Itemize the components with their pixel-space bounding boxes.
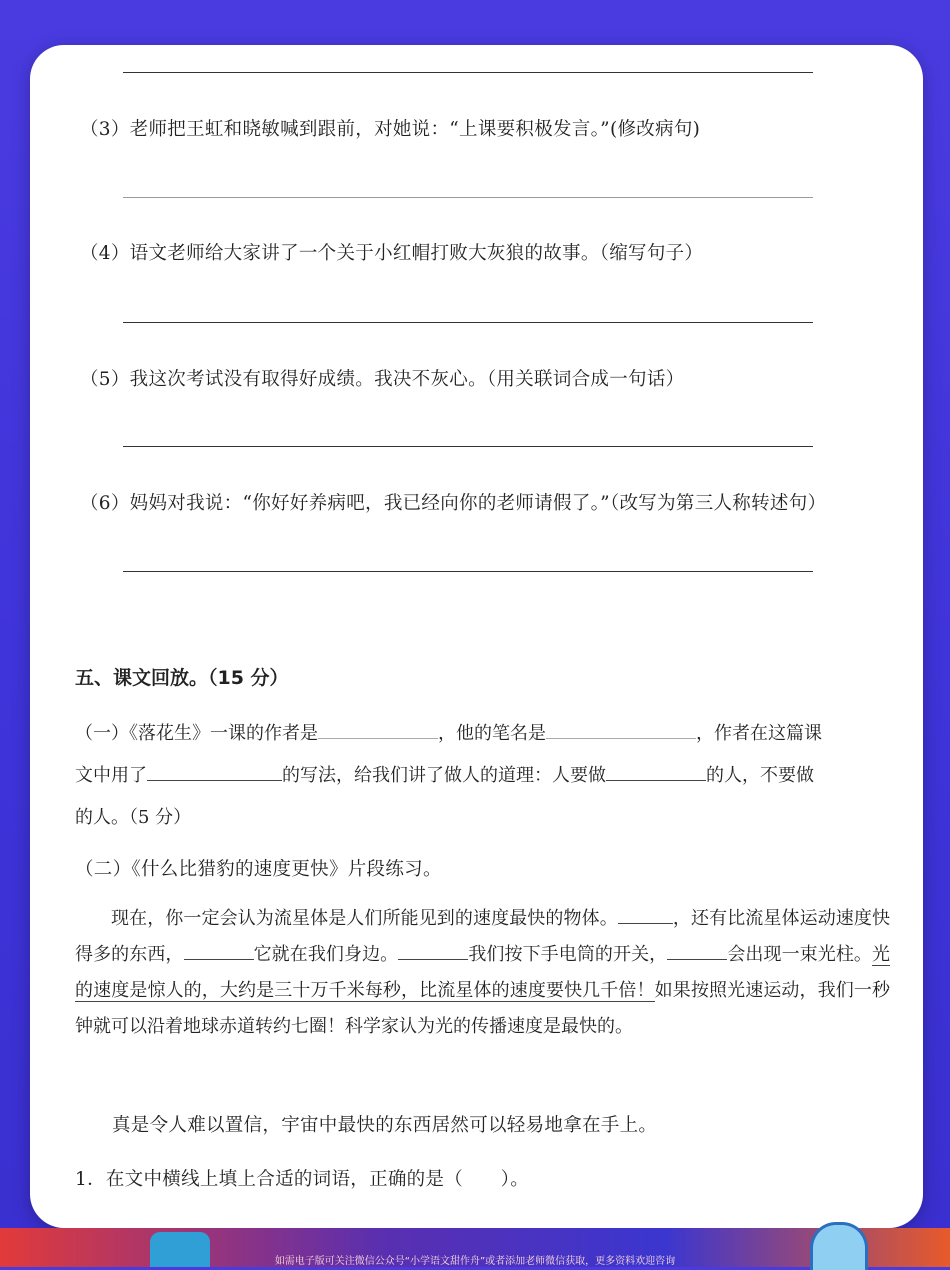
- question-6: （6）妈妈对我说：“你好好养病吧，我已经向你的老师请假了。”（改写为第三人称转述句）: [80, 493, 827, 514]
- question-3: （3）老师把王虹和晓敏喊到跟前，对她说：“上课要积极发言。”(修改病句): [80, 119, 701, 140]
- blank-pen-name[interactable]: [546, 720, 696, 739]
- passage-paragraph-1: 现在，你一定会认为流星体是人们所能见到的速度最快的物体。 ，还有比流星体运动速度快得多的东西， 它就在我们身边。 我们按下手电筒的开关， 会出现一束光柱。光的速度是惊人的，大约是三十万千米每秒，比流星体的速度要快几千倍！如果按照光速运动，我们一秒钟就可以沿着地球赤道转约七圈！科学家认为光的传播速度是最快的。: [75, 901, 890, 1045]
- answer-line-q4[interactable]: [123, 322, 813, 323]
- answer-line[interactable]: [123, 72, 813, 73]
- section-5-part-1: （一）《落花生》一课的作者是 ，他的笔名是 ，作者在这篇课 文中用了 的写法，给我们讲了做人的道理：人要做 的人，不要做 的人。（5 分）: [75, 713, 890, 839]
- section-5-part-2-title: （二）《什么比猎豹的速度更快》片段练习。: [75, 859, 442, 880]
- blank-2[interactable]: [184, 941, 254, 960]
- question-5: （5）我这次考试没有取得好成绩。我决不灰心。（用关联词合成一句话）: [80, 369, 685, 390]
- sub-question-1: 1．在文中横线上填上合适的词语，正确的是（ ）。: [75, 1169, 530, 1190]
- blank-writing-method[interactable]: [147, 762, 282, 781]
- worksheet-page: [30, 45, 923, 1228]
- passage-paragraph-2: 真是令人难以置信，宇宙中最快的东西居然可以轻易地拿在手上。: [112, 1115, 658, 1136]
- question-4: （4）语文老师给大家讲了一个关于小红帽打败大灰狼的故事。（缩写句子）: [80, 243, 704, 264]
- blank-1[interactable]: [618, 905, 673, 924]
- blank-3[interactable]: [398, 941, 468, 960]
- underlined-sentence: 光的速度是惊人的，大约是三十万千米每秒，比流星体的速度要快几千倍！: [75, 944, 890, 1001]
- answer-line-q6[interactable]: [123, 571, 813, 572]
- footer-text: 如需电子版可关注微信公众号“小学语文甜作舟”或者添加老师微信获取，更多资料欢迎咨询: [274, 1256, 676, 1267]
- blank-author[interactable]: [318, 720, 438, 739]
- blank-be-person[interactable]: [606, 762, 706, 781]
- section-5-title: 五、课文回放。（15 分）: [75, 667, 289, 689]
- blank-4[interactable]: [667, 941, 727, 960]
- answer-line-q3[interactable]: [123, 197, 813, 198]
- answer-line-q5[interactable]: [123, 446, 813, 447]
